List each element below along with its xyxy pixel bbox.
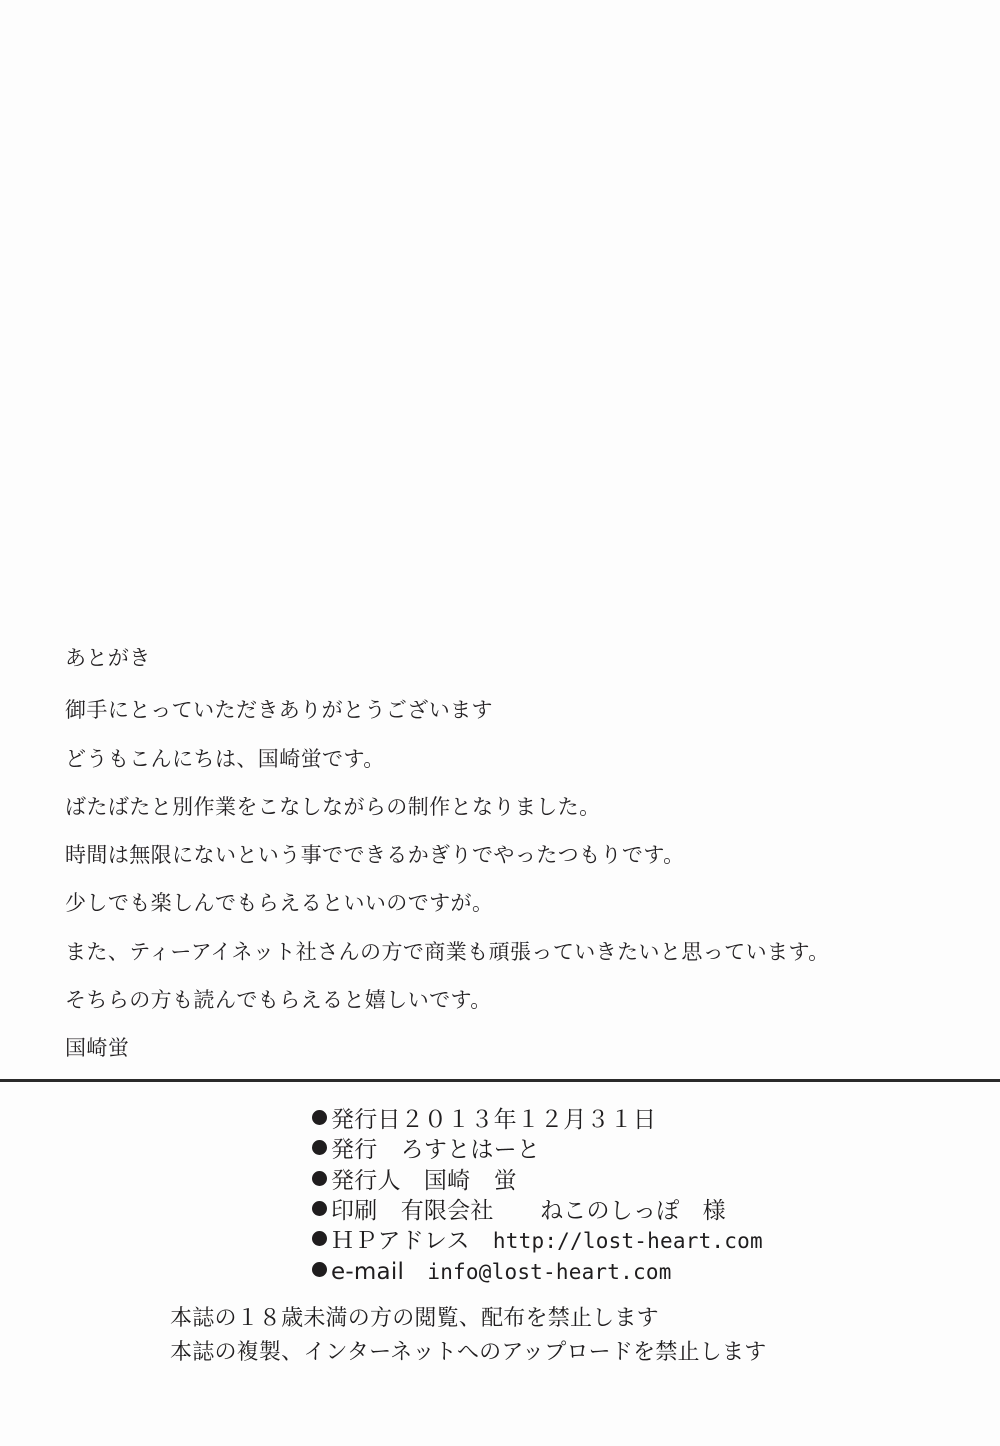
bullet-icon xyxy=(312,1171,327,1186)
colophon-row xyxy=(312,1105,952,1135)
notice-section xyxy=(170,1305,930,1367)
bullet-icon xyxy=(312,1231,327,1246)
colophon-row-email xyxy=(312,1257,952,1287)
colophon-row xyxy=(312,1166,952,1196)
notice-line: 本誌の複製、インターネットへのアップロードを禁止します xyxy=(170,1340,767,1366)
bullet-icon xyxy=(312,1110,327,1125)
colophon-row-website xyxy=(312,1226,952,1256)
bullet-icon xyxy=(312,1201,327,1216)
colophon-label: ＨＰアドレス xyxy=(331,1228,493,1255)
website-url[interactable]: http://lost-heart.com xyxy=(492,1229,763,1254)
afterword-line: 時間は無限にないという事でできるかぎりでやったつもりです。 xyxy=(65,843,685,867)
colophon-label: 発行日２０１３年１２月３１日 xyxy=(331,1107,657,1133)
email-address[interactable]: info@lost-heart.com xyxy=(427,1259,672,1284)
notice-line: 本誌の１８歳未満の方の閲覧、配布を禁止します xyxy=(170,1306,659,1331)
colophon-row xyxy=(312,1135,952,1165)
afterword-signature: 国崎蛍 xyxy=(65,1036,130,1060)
afterword-line: また、ティーアイネット社さんの方で商業も頑張っていきたいと思っています。 xyxy=(65,939,830,964)
colophon-label: e-mail xyxy=(331,1258,428,1285)
bullet-icon xyxy=(312,1140,327,1155)
colophon-label: 印刷 有限会社 ねこのしっぽ 様 xyxy=(331,1198,726,1225)
afterword-line: そちらの方も読んでもらえると嬉しいです。 xyxy=(65,987,492,1012)
colophon-section xyxy=(312,1105,952,1287)
afterword-line: どうもこんにちは、国崎蛍です。 xyxy=(65,746,385,771)
horizontal-divider xyxy=(0,1079,1000,1082)
afterword-section xyxy=(65,645,945,1061)
afterword-line: ばたばたと別作業をこなしながらの制作となりました。 xyxy=(65,794,601,819)
afterword-line: 御手にとっていただきありがとうございます xyxy=(65,698,493,723)
colophon-row xyxy=(312,1196,952,1226)
afterword-line: 少しでも楽しんでもらえるといいのですが。 xyxy=(65,891,494,916)
colophon-label: 発行 ろすとはーと xyxy=(331,1137,541,1164)
bullet-icon xyxy=(312,1262,327,1277)
afterword-heading: あとがき xyxy=(65,646,151,670)
colophon-label: 発行人 国崎 蛍 xyxy=(331,1167,517,1194)
